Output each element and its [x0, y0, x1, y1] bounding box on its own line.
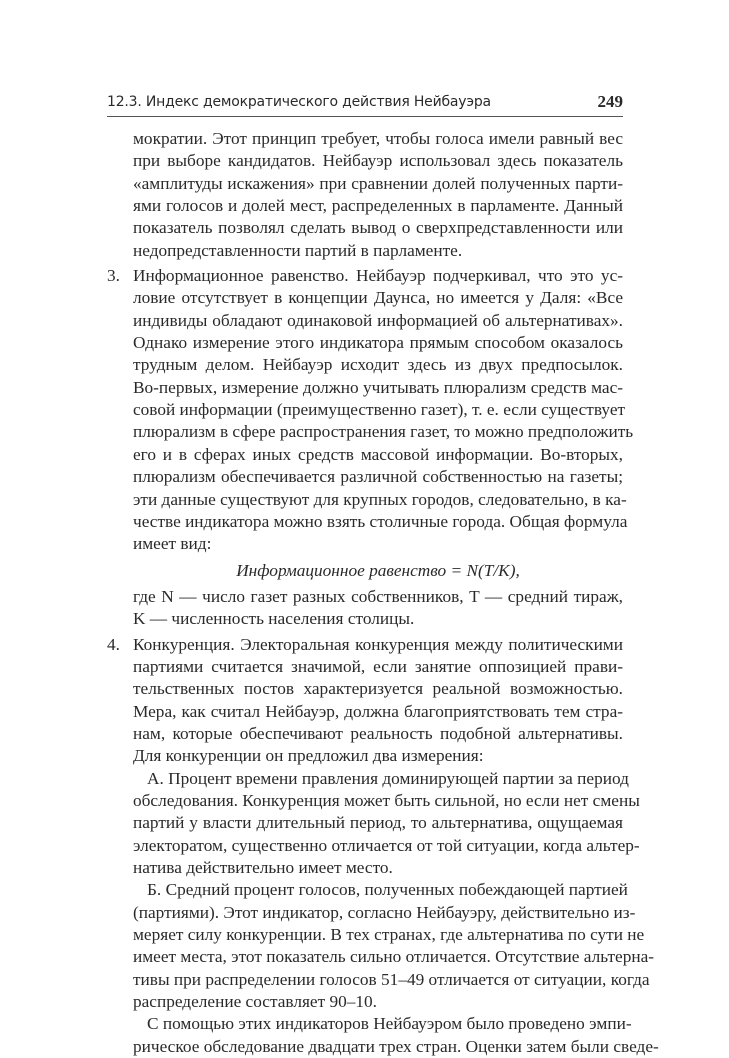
- paragraph: [107, 879, 655, 1013]
- text-line: нам, которые обеспечивают реальность подобной альтернативы.: [133, 723, 623, 743]
- text-line: А. Процент времени правления доминирующей партии за период: [147, 768, 629, 788]
- text-line: имеет места, этот показатель сильно отличается. Отсутствие альтерна-: [133, 947, 655, 967]
- text-line: электоратом, существенно отличается от той ситуации, когда альтер-: [133, 835, 640, 855]
- text-line: Однако измерение этого индикатора прямым способом оказалось: [133, 333, 623, 353]
- text-line: Конкуренция. Электоральная конкуренция между политическими: [133, 634, 623, 654]
- text-line: где N — число газет разных собственников, T — средний тираж,: [133, 586, 623, 606]
- text-line: эти данные существуют для крупных городов, следовательно, в ка-: [133, 489, 627, 509]
- formula: Информационное равенство = N(T/K),: [236, 560, 520, 580]
- list-number: 3.: [107, 266, 120, 286]
- text-line: «амплитуды искажения» при сравнении долей полученных парти-: [133, 173, 623, 193]
- text-line: партиями считается значимой, если занятие оппозицией прави-: [133, 656, 623, 676]
- text-line: Мера, как считал Нейбауэр, должна благоприятствовать тем стра-: [133, 701, 623, 721]
- text-line: плюрализм в сфере распространения газет, то можно предположить: [133, 422, 634, 442]
- text-line: его и в сферах иных средств массовой информации. Во-вторых,: [133, 444, 623, 464]
- paragraph: [107, 586, 623, 631]
- text-line: K — численность населения столицы.: [133, 609, 415, 629]
- paragraph: [107, 128, 623, 262]
- text-line: С помощью этих индикаторов Нейбауэром было проведено эмпи-: [147, 1014, 632, 1034]
- paragraph: [107, 768, 640, 880]
- text-line: Для конкуренции он предложил два измерения:: [133, 746, 484, 766]
- text-line: меряет силу конкуренции. В тех странах, где альтернатива по сути не: [133, 925, 645, 945]
- text-line: партий у власти длительный период, то альтернатива, ощущаемая: [133, 813, 623, 833]
- text-line: рическое обследование двадцати трех стран. Оценки затем были сведе-: [133, 1036, 659, 1056]
- text-line: недопредставленности партий в парламенте.: [133, 240, 463, 260]
- text-line: при выборе кандидатов. Нейбауэр использовал здесь показатель: [133, 151, 623, 171]
- text-line: совой информации (преимущественно газет), т. е. если существует: [133, 400, 626, 420]
- text-line: распределение составляет 90–10.: [133, 992, 377, 1012]
- text-line: тельственных постов характеризуется реальной возможностью.: [133, 679, 623, 699]
- list-item: [107, 634, 623, 768]
- running-header: [107, 92, 623, 117]
- text-line: Информационное равенство. Нейбауэр подчеркивал, что это ус-: [133, 266, 623, 286]
- text-line: мократии. Этот принцип требует, чтобы голоса имели равный вес: [133, 129, 623, 148]
- text-line: имеет вид:: [133, 534, 212, 554]
- text-line: показатель позволял сделать вывод о сверхпредставленности или: [133, 218, 623, 238]
- paragraph: [107, 1013, 659, 1058]
- page-body: [107, 128, 659, 1058]
- list-item: [107, 265, 634, 555]
- text-line: тивы при распределении голосов 51–49 отличается от ситуации, когда: [133, 969, 650, 989]
- page-number: 249: [597, 92, 623, 111]
- text-line: плюрализм обеспечивается различной собственностью на газеты;: [133, 467, 623, 487]
- text-line: ловие отсутствует в концепции Даунса, но имеется у Даля: «Все: [133, 288, 623, 308]
- text-line: ями голосов и долей мест, распределенных в парламенте. Данный: [133, 196, 623, 216]
- running-header-title: 12.3. Индекс демократического действия Нейбауэра: [107, 94, 491, 110]
- text-line: честве индикатора можно взять столичные города. Общая формула: [133, 511, 628, 531]
- text-line: обследования. Конкуренция может быть сильной, но если нет смены: [133, 790, 640, 810]
- text-line: натива действительно имеет место.: [133, 858, 393, 877]
- text-line: (партиями). Этот индикатор, согласно Нейбауэру, действительно из-: [133, 902, 636, 922]
- text-line: Во-первых, измерение должно учитывать плюрализм средств мас-: [133, 377, 623, 397]
- text-line: Б. Средний процент голосов, полученных побеждающей партией: [147, 880, 628, 900]
- list-number: 4.: [107, 634, 120, 654]
- text-line: индивиды обладают одинаковой информацией об альтернативах».: [133, 310, 623, 330]
- text-line: трудным делом. Нейбауэр исходит здесь из двух предпосылок.: [133, 355, 623, 375]
